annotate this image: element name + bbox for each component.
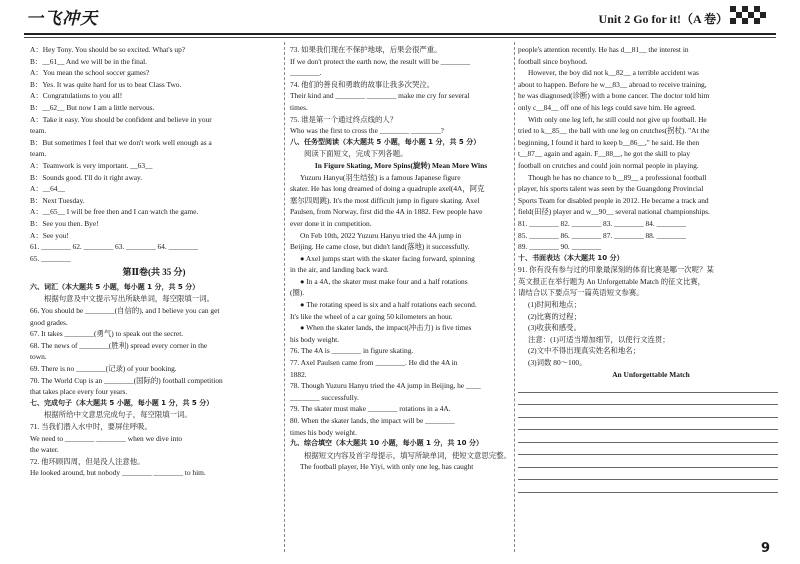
header-rule-thin	[24, 37, 776, 38]
passage-line: It's like the wheel of a car going 50 kilometers an hour.	[290, 311, 453, 321]
question-line: good grades.	[30, 317, 68, 327]
question-line: 71. 当我们潜入水中时，要屏住呼吸。	[30, 422, 152, 431]
passage-line: Paulsen, from Norway, first did the 4A in 1882. Few people have	[290, 207, 483, 217]
question-line: 70. The World Cup is an ________(国际的) football competition	[30, 375, 223, 385]
question-line: We need to ________ ________ when we dive into	[30, 433, 183, 443]
writing-line[interactable]	[518, 380, 778, 393]
passage-line: With only one leg left, he still could not give up football. He	[528, 114, 707, 124]
section-nine-title: 九、综合填空（本大题共 10 小题，每小题 1 分，共 10 分）	[290, 439, 483, 448]
passage-line: ● The rotating speed is six and a half rotations each second.	[300, 300, 477, 310]
writing-prompt: (3)词数 80～100。	[528, 358, 587, 368]
question-line: 66. You should be ________(自信的), and I believe you can get	[30, 306, 220, 316]
writing-prompt: 注意：(1)可适当增加细节，以使行文连贯；	[528, 334, 670, 344]
page-header	[0, 0, 800, 42]
question-line: 67. It takes ________(勇气) to speak out the secret.	[30, 329, 184, 339]
page-number: 9	[760, 541, 770, 556]
dialogue-line: A：Teamwork is very important. __63__	[30, 160, 153, 170]
dialogue-line: A：__64__	[30, 184, 65, 194]
dialogue-line: B：__61__ And we will be in the final.	[30, 56, 148, 66]
passage-line: football on crutches and could join normal people in playing.	[518, 160, 699, 170]
writing-line[interactable]	[518, 455, 778, 468]
passage-line: ● Axel jumps start with the skater facing forward, spinning	[300, 253, 475, 263]
passage-line: 塞尔四周跳). It's the most difficult jump in figure skating. Axel	[290, 195, 480, 205]
writing-prompt: (2)文中不得出现真实姓名和地名；	[528, 346, 641, 356]
question-line: 78. Though Yuzuru Hanyu tried the 4A jump in Beijing, he ____	[290, 381, 481, 391]
writing-line[interactable]	[518, 418, 778, 431]
dialogue-line: A：See you!	[30, 230, 69, 240]
writing-prompt: 请结合以下要点写一篇英语短文参赛。	[518, 288, 644, 298]
passage-line: ● In a 4A, the skater must make four and a half rotations	[300, 276, 468, 286]
passage-line: Beijing. He came close, but didn't land(落地) it successfully.	[290, 242, 470, 252]
question-line: 77. Axel Paulsen came from ________. He did the 4A in	[290, 358, 458, 368]
answer-blanks: 85. ________ 86. ________ 87. ________ 88. ________	[518, 230, 687, 240]
question-line: that takes place every four years.	[30, 387, 128, 397]
passage-line: tried to k__85__ the ball with one leg on crutches(拐杖). "At the	[518, 126, 710, 136]
answer-blanks: 61. ________ 62. ________ 63. ________ 64. ________	[30, 242, 199, 252]
dialogue-line: B：Next Tuesday.	[30, 195, 85, 205]
question-line: 68. The news of ________(胜利) spread every corner in the	[30, 340, 208, 350]
dialogue-line: B：Sounds good. I'll do it right away.	[30, 172, 143, 182]
question-line: ________.	[290, 68, 322, 78]
writing-prompt: 英文报正在举行题为 An Unforgettable Match 的征文比赛，	[518, 276, 706, 286]
writing-line[interactable]	[518, 468, 778, 481]
passage-line: Though he has no chance to b__89__ a professional football	[528, 172, 707, 182]
section-six-instruction: 根据句意及中文提示写出所缺单词，每空限填一词。	[44, 294, 214, 304]
dialogue-line: A：Take it easy. You should be confident and believe in your	[30, 114, 212, 124]
column-right	[518, 44, 784, 549]
passage-line: only c__84__ off one of his legs could save him. He agreed.	[518, 102, 696, 112]
passage-line: ever done it in competition.	[290, 218, 372, 228]
question-line: 80. When the skater lands, the impact will be ________	[290, 416, 455, 425]
question-line: ________ successfully.	[290, 392, 359, 402]
passage-line: player, his sports talent was seen by the Guangdong Provincial	[518, 184, 704, 194]
passage-line: The football player, He Yiyi, with only one leg, has caught	[300, 462, 474, 472]
answer-blanks: 81. ________ 82. ________ 83. ________ 84. ________	[518, 218, 687, 228]
checker-decoration-icon	[730, 6, 770, 24]
dialogue-line: B：But sometimes I feel that we don't work well enough as a	[30, 137, 212, 147]
passage-line: football since boyhood.	[518, 56, 588, 66]
question-line: town.	[30, 352, 47, 362]
question-line: 79. The skater must make ________ rotations in a 4A.	[290, 404, 451, 414]
header-rule	[24, 33, 776, 35]
section-seven-instruction: 根据所给中文意思完成句子，每空限填一词。	[44, 410, 192, 420]
dialogue-line: A：You mean the school soccer games?	[30, 68, 150, 78]
section-eight-instruction: 阅读下面短文，完成下列各题。	[304, 149, 408, 159]
dialogue-line: A：Hey Tony. You should be so excited. What's up?	[30, 45, 186, 54]
column-middle	[290, 44, 512, 549]
essay-title: An Unforgettable Match	[612, 369, 690, 379]
section-six-title: 六、词汇（本大题共 5 小题，每小题 1 分，共 5 分）	[30, 282, 200, 291]
passage-line: in the air, and landing back ward.	[290, 265, 389, 275]
question-line: 76. The 4A is ________ in figure skating.	[290, 346, 414, 356]
question-line: Their kind and ________ ________ make me cry for several	[290, 91, 470, 101]
dialogue-line: B：__62__ But now I am a little nervous.	[30, 102, 155, 112]
column-left	[30, 44, 278, 549]
dialogue-line: A：Congratulations to you all!	[30, 91, 123, 101]
question-line: 74. 他们的善良和勇敢的故事让我多次哭泣。	[290, 79, 435, 89]
passage-line: However, the boy did not k__82__ a terrible accident was	[528, 68, 699, 78]
section-nine-instruction: 根据短文内容及首字母提示，填写所缺单词，使短文意思完整。	[304, 450, 511, 460]
dialogue-line: team.	[30, 149, 47, 159]
section-ten-title: 十、书面表达（本大题共 10 分）	[518, 253, 624, 262]
writing-prompt: (3)收获和感受。	[528, 323, 581, 333]
question-line: 75. 谁是第一个通过终点线的人？	[290, 114, 398, 124]
column-divider	[514, 42, 515, 552]
question-line: If we don't protect the earth now, the result will be ________	[290, 56, 471, 66]
passage-line: skater. He has long dreamed of doing a quadruple axel(4A，阿克	[290, 184, 485, 194]
question-line: times his body weight.	[290, 427, 357, 437]
question-line: the water.	[30, 445, 59, 455]
column-divider	[284, 42, 285, 552]
passage-line: Yuzuru Hanyu(羽生结弦) is a famous Japanese figure	[300, 172, 461, 182]
passage-line: (圈).	[290, 288, 305, 298]
writing-prompt: (1)时间和地点；	[528, 300, 581, 310]
question-line: Who was the first to cross the ________ ________?	[290, 126, 444, 136]
answer-blanks: 65. ________	[30, 253, 71, 263]
passage-line: people's attention recently. He has d__81__ the interest in	[518, 45, 689, 54]
passage-line: about to happen. Before he w__83__ abroad to receive training,	[518, 79, 707, 89]
section-eight-title: 八、任务型阅读（本大题共 5 小题，每小题 1 分，共 5 分）	[290, 137, 481, 146]
section-seven-title: 七、完成句子（本大题共 5 小题，每小题 1 分，共 5 分）	[30, 398, 214, 407]
question-line: 69. There is no ________(记录) of your booking.	[30, 364, 177, 374]
dialogue-line: A：__65__ I will be free then and I can watch the game.	[30, 207, 199, 217]
passage-line: beginning, I found it hard to keep b__86__," he said. He then	[518, 137, 700, 147]
passage-line: On Feb 10th, 2022 Yuzuru Hanyu tried the 4A jump in	[300, 230, 462, 240]
answer-blanks: 89. ________ 90. ________	[518, 242, 602, 252]
passage-line: field(田径) player and w__90__ several national championships.	[518, 207, 710, 217]
writing-prompt: 91. 你有没有参与过的印象最深刻的体育比赛是哪一次呢？某	[518, 265, 714, 275]
passage-line: his body weight.	[290, 334, 340, 344]
question-line: times.	[290, 102, 308, 112]
question-line: 1882.	[290, 369, 307, 379]
passage-line: he was diagnosed(诊断) with a bone cancer. The doctor told him	[518, 91, 710, 101]
unit-title: Unit 2 Go for it!（A 卷）	[598, 12, 728, 26]
question-line: He looked around, but nobody ________ ________ to him.	[30, 468, 206, 478]
passage-title: In Figure Skating, More Spins(旋转) Mean More Wins	[314, 160, 488, 170]
brand-logo: 一飞冲天	[26, 9, 98, 29]
question-line: 73. 如果我们现在不保护地球，后果会很严重。	[290, 45, 442, 54]
writing-line[interactable]	[518, 480, 778, 493]
part-two-title: 第Ⅱ卷(共 35 分)	[122, 267, 186, 278]
dialogue-line: B：Yes. It was quite hard for us to beat Class Two.	[30, 79, 182, 89]
passage-line: Sports Team for disabled people in 2012. He became a track and	[518, 195, 709, 205]
writing-line[interactable]	[518, 405, 778, 418]
writing-line[interactable]	[518, 443, 778, 456]
dialogue-line: team.	[30, 126, 47, 136]
question-line: 72. 他环顾四周，但是没人注意他。	[30, 456, 145, 466]
writing-line[interactable]	[518, 393, 778, 406]
writing-line[interactable]	[518, 430, 778, 443]
dialogue-line: B：See you then. Bye!	[30, 218, 99, 228]
passage-line: ● When the skater lands, the impact(冲击力) is five times	[300, 323, 472, 333]
writing-prompt: (2)比赛的过程；	[528, 311, 581, 321]
passage-line: t__87__ again and again. F__88__, he got the skill to play	[518, 149, 691, 159]
